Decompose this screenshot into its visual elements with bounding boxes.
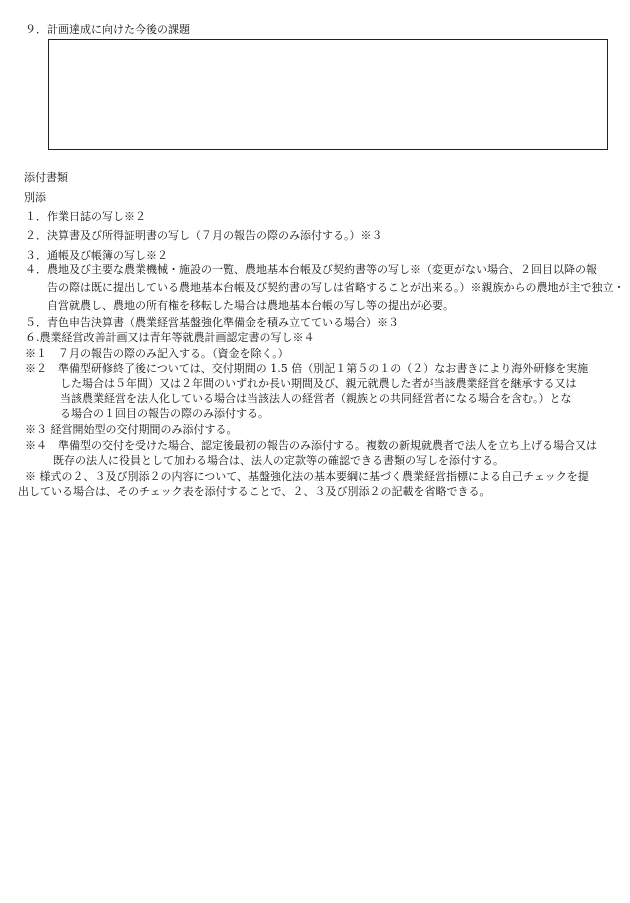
- attachments-title: 添付書類: [24, 171, 68, 184]
- attachment-item-3: ３．通帳及び帳簿の写し※２: [25, 249, 168, 262]
- note-2-line-3: 当該農業経営を法人化している場合は当該法人の経営者（親族との共同経営者になる場合を含む。）とな: [60, 392, 572, 405]
- note-2-line-4: る場合の１回目の報告の際のみ添付する。: [60, 407, 269, 420]
- note-3: ※３ 経営開始型の交付期間のみ添付する。: [25, 423, 238, 436]
- attachment-item-2: ２．決算書及び所得証明書の写し（７月の報告の際のみ添付する。）※３: [25, 229, 383, 242]
- future-issues-answer-box[interactable]: [48, 39, 608, 150]
- attachment-item-4-line-2: 告の際は既に提出している農地基本台帳及び契約書の写しは省略することが出来る。）※親族からの農地が主で独立・: [47, 281, 625, 294]
- attachment-item-1: １．作業日誌の写し※２: [25, 210, 146, 223]
- section-9-heading: ９．計画達成に向けた今後の課題: [25, 23, 190, 36]
- note-1: ※１ ７月の報告の際のみ記入する。（資金を除く。）: [25, 347, 289, 360]
- note-5-line-1: ※ 様式の２、３及び別添２の内容について、基盤強化法の基本要綱に基づく農業経営指標による自己チェックを提: [25, 470, 589, 483]
- note-4-line-1: ※４ 準備型の交付を受けた場合、認定後最初の報告のみ添付する。複数の新規就農者で法人を立ち上げる場合又は: [25, 439, 597, 452]
- attachment-item-5: ５．青色申告決算書（農業経営基盤強化準備金を積み立てている場合）※３: [25, 316, 399, 329]
- attachment-item-4-line-3: 自営就農し、農地の所有権を移転した場合は農地基本台帳の写し等の提出が必要。: [47, 299, 454, 312]
- attachment-item-4-line-1: ４．農地及び主要な農業機械・施設の一覧、農地基本台帳及び契約書等の写し※（変更がない場合、２回目以降の報: [25, 263, 597, 276]
- note-2-line-2: した場合は５年間）又は２年間のいずれか長い期間及び、親元就農した者が当該農業経営を継承する又は: [60, 377, 577, 390]
- attachment-item-6: ６.農業経営改善計画又は青年等就農計画認定書の写し※４: [25, 331, 315, 344]
- note-5-line-2: 出している場合は、そのチェック表を添付することで、２、３及び別添２の記載を省略できる。: [18, 485, 491, 498]
- note-2-line-1: ※２ 準備型研修終了後については、交付期間の 1.5 倍（別記１第５の１の（２）なお書きにより海外研修を実施: [25, 362, 589, 375]
- attachments-subtitle: 別添: [24, 191, 46, 204]
- note-4-line-2: 既存の法人に役員として加わる場合は、法人の定款等の確認できる書類の写しを添付する。: [53, 454, 504, 467]
